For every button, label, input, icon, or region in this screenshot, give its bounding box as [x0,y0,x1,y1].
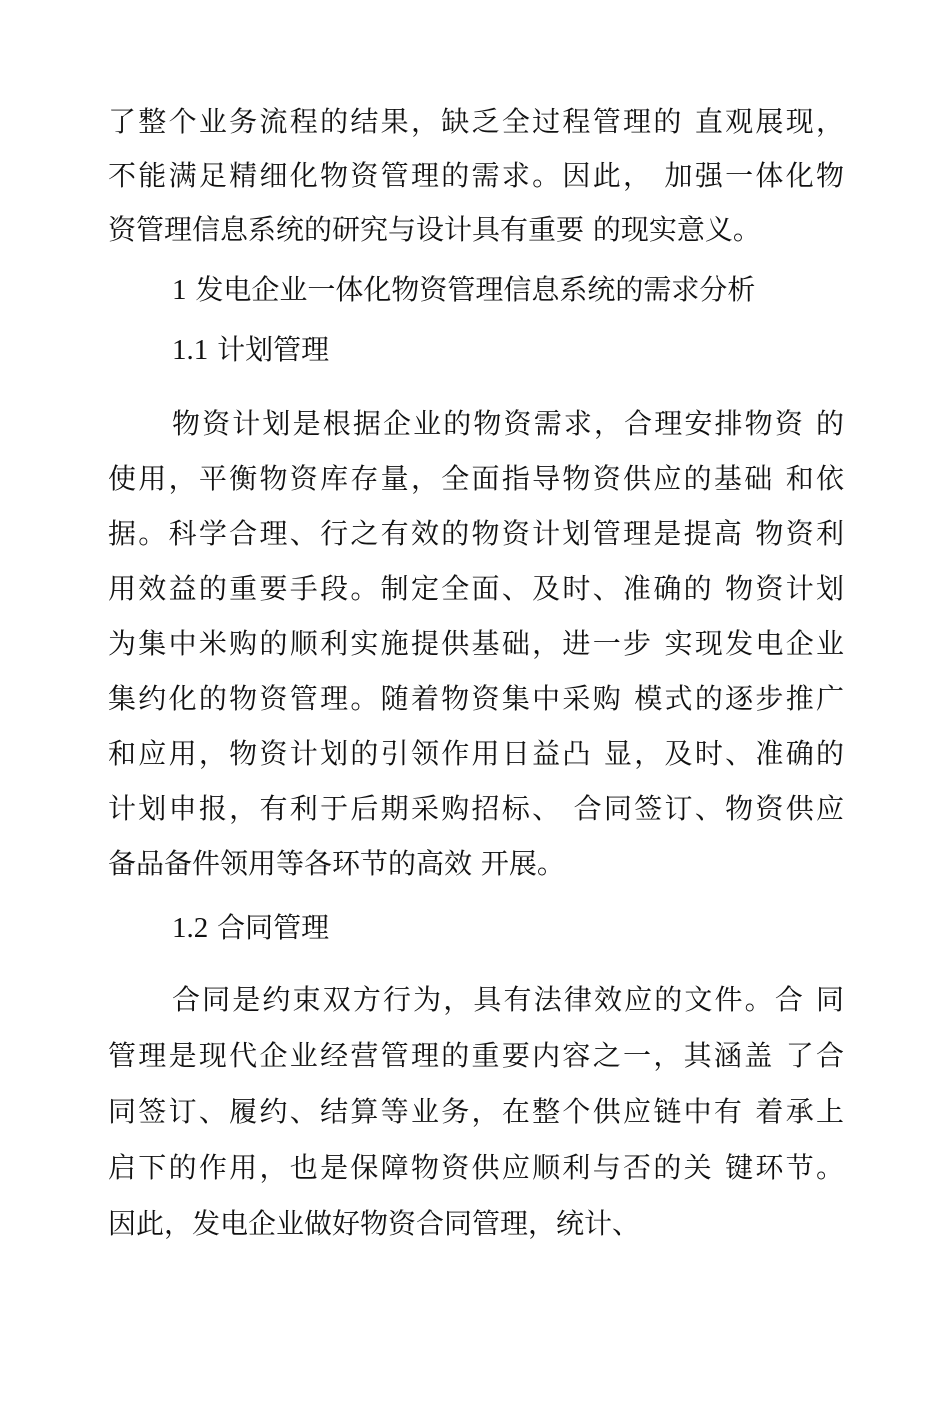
section-1-title: 发电企业一体化物资管理信息系统的需求分析 [195,273,756,306]
section-1-1-heading [172,330,329,370]
section-1-2-number: 1.2 [172,912,209,944]
section-1-heading [172,270,755,310]
plan-line-1: 物资计划是根据企业的物资需求，合理安排物资 的 [172,407,844,440]
plan-line-4: 用效益的重要手段。制定全面、及时、准确的 物资计划 [108,572,844,605]
plan-line-6: 集约化的物资管理。随着物资集中采购 模式的逐步推广 [108,682,844,715]
section-1-2-title: 合同管理 [217,911,330,944]
section-1-2-heading [172,908,329,948]
contract-line-3: 同签订、履约、结算等业务，在整个供应链中有 着承上 [108,1095,844,1128]
section-1-1-title: 计划管理 [217,333,330,366]
plan-line-9: 备品备件领用等各环节的高效 开展。 [108,847,565,880]
contract-line-4: 启下的作用，也是保障物资供应顺利与否的关 键环节。 [108,1151,844,1184]
contract-line-2: 管理是现代企业经营管理的重要内容之一，其涵盖 了合 [108,1039,844,1072]
intro-line-2: 不能满足精细化物资管理的需求。因此， 加强一体化物 [108,159,844,192]
plan-line-5: 为集中米购的顺利实施提供基础，进一步 实现发电企业 [108,627,844,660]
contract-line-1: 合同是约束双方行为，具有法律效应的文件。合 同 [172,983,844,1016]
section-1-1-number: 1.1 [172,334,209,366]
contract-line-5: 因此，发电企业做好物资合同管理，统计、 [108,1207,641,1240]
plan-line-3: 据。科学合理、行之有效的物资计划管理是提高 物资利 [108,517,844,550]
intro-line-1: 了整个业务流程的结果，缺乏全过程管理的 直观展现， [108,105,844,138]
plan-line-2: 使用，平衡物资库存量，全面指导物资供应的基础 和依 [108,462,844,495]
section-1-number: 1 [172,274,187,306]
plan-line-8: 计划申报，有利于后期采购招标、 合同签订、物资供应 [108,792,844,825]
intro-line-3: 资管理信息系统的研究与设计具有重要 的现实意义。 [108,213,761,246]
plan-line-7: 和应用，物资计划的引领作用日益凸 显，及时、准确的 [108,737,844,770]
